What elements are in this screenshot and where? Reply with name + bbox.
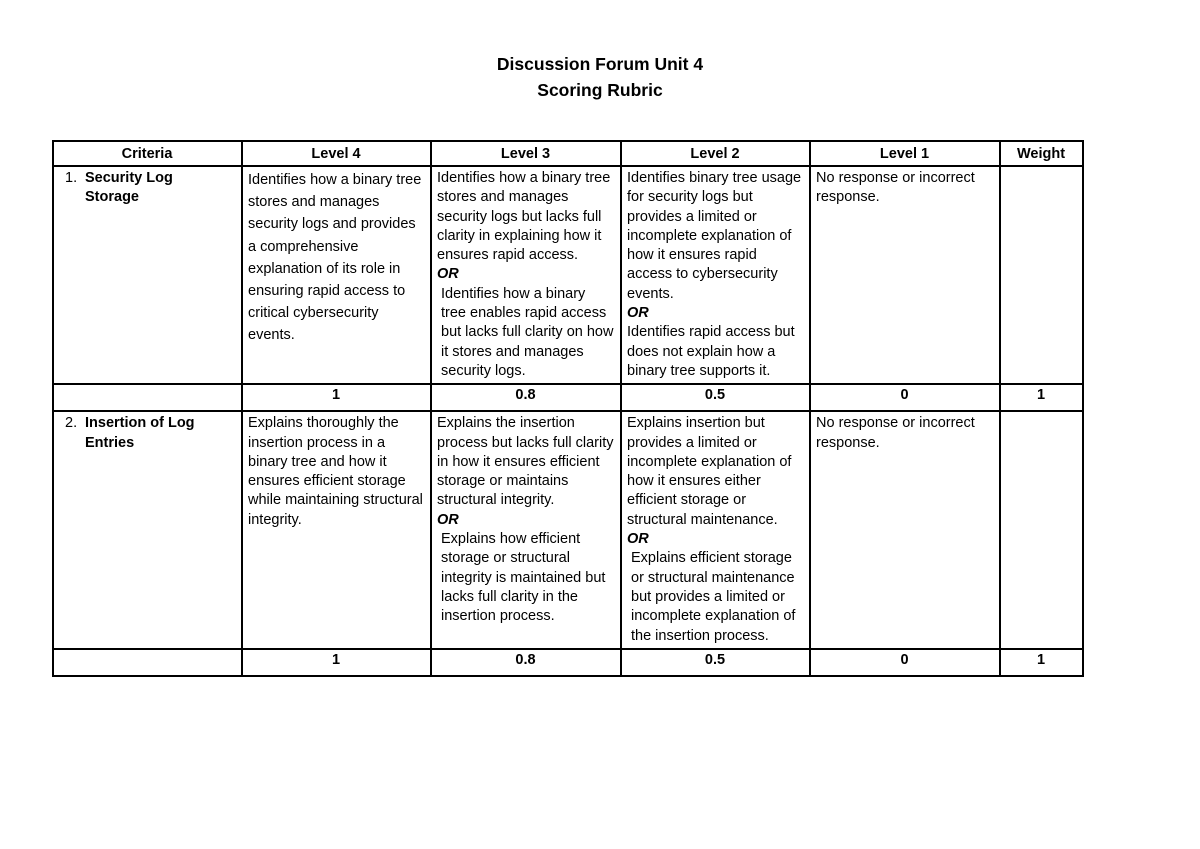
or-label: OR [437, 266, 459, 283]
score-weight: 1 [1000, 649, 1083, 676]
level-1-text: No response or incorrect response. [816, 170, 975, 206]
document-subtitle: Scoring Rubric [537, 80, 663, 100]
level-3-description [431, 166, 621, 384]
criterion-name [59, 414, 235, 453]
score-level-2: 0.5 [621, 384, 810, 411]
score-cell-criteria [53, 384, 242, 411]
level-2-text-b: Explains efficient storage or structural maintenance but provides a limited or incomplete explanation of the insertion process. [631, 550, 796, 644]
level-2-description [621, 411, 810, 649]
score-cell-criteria [53, 649, 242, 676]
criterion-cell [53, 411, 242, 649]
header-criteria: Criteria [53, 141, 242, 166]
level-3-text-a: Identifies how a binary tree stores and manages security logs but lacks full clarity in explaining how it ensures rapid access. [437, 170, 611, 264]
criterion-row [53, 166, 1083, 384]
score-row [53, 384, 1083, 411]
or-label: OR [627, 531, 649, 548]
criterion-number: 1. [65, 170, 78, 186]
level-3-description [431, 411, 621, 649]
criterion-name-line: Entries [85, 434, 135, 451]
level-3-text-b: Explains how efficient storage or structural integrity is maintained but lacks full clarity in the insertion process. [441, 531, 606, 625]
level-4-text: Identifies how a binary tree stores and manages security logs and provides a comprehensive explanation of its role in ensuring rapid access to critical cybersecurity events. [248, 172, 422, 344]
score-level-2: 0.5 [621, 649, 810, 676]
score-weight: 1 [1000, 384, 1083, 411]
or-label: OR [627, 305, 649, 322]
header-level-3: Level 3 [431, 141, 621, 166]
header-level-4: Level 4 [242, 141, 431, 166]
header-level-2: Level 2 [621, 141, 810, 166]
score-level-1: 0 [810, 384, 1000, 411]
score-level-1: 0 [810, 649, 1000, 676]
level-1-description [810, 166, 1000, 384]
score-level-3: 0.8 [431, 384, 621, 411]
score-row [53, 649, 1083, 676]
header-row [53, 141, 1083, 166]
score-level-3: 0.8 [431, 649, 621, 676]
criterion-cell [53, 166, 242, 384]
level-3-text-b: Identifies how a binary tree enables rapid access but lacks full clarity on how it stores and manages security logs. [441, 285, 614, 379]
criterion-number: 2. [65, 415, 78, 432]
criterion-name [59, 169, 235, 208]
score-level-4: 1 [242, 649, 431, 676]
weight-cell [1000, 166, 1083, 384]
header-level-1: Level 1 [810, 141, 1000, 166]
weight-cell [1000, 411, 1083, 649]
level-2-text-a: Identifies binary tree usage for security logs but provides a limited or incomplete explanation of how it ensures rapid access to cybersecurity events. [627, 170, 802, 302]
level-4-description [242, 411, 431, 649]
level-2-text-a: Explains insertion but provides a limited or incomplete explanation of how it ensures either efficient storage or structural maintenance. [627, 415, 792, 528]
level-3-text-a: Explains the insertion process but lacks full clarity in how it ensures efficient storage or maintains structural integrity. [437, 415, 614, 509]
level-2-text-b: Identifies rapid access but does not explain how a binary tree supports it. [627, 324, 795, 379]
criterion-name-line: Insertion of Log [85, 415, 195, 432]
level-1-text: No response or incorrect response. [816, 415, 975, 451]
level-4-text: Explains thoroughly the insertion process in a binary tree and how it ensures efficient storage while maintaining structural integrity. [248, 415, 423, 528]
document-title: Discussion Forum Unit 4 [496, 54, 704, 74]
criterion-name-line: Storage [85, 189, 139, 206]
header-weight: Weight [1000, 141, 1083, 166]
level-2-description [621, 166, 810, 384]
score-level-4: 1 [242, 384, 431, 411]
criterion-row [53, 411, 1083, 649]
level-1-description [810, 411, 1000, 649]
criterion-name-line: Security Log [85, 170, 173, 186]
level-4-description [242, 166, 431, 384]
rubric-table [52, 140, 1084, 677]
or-label: OR [437, 511, 459, 528]
